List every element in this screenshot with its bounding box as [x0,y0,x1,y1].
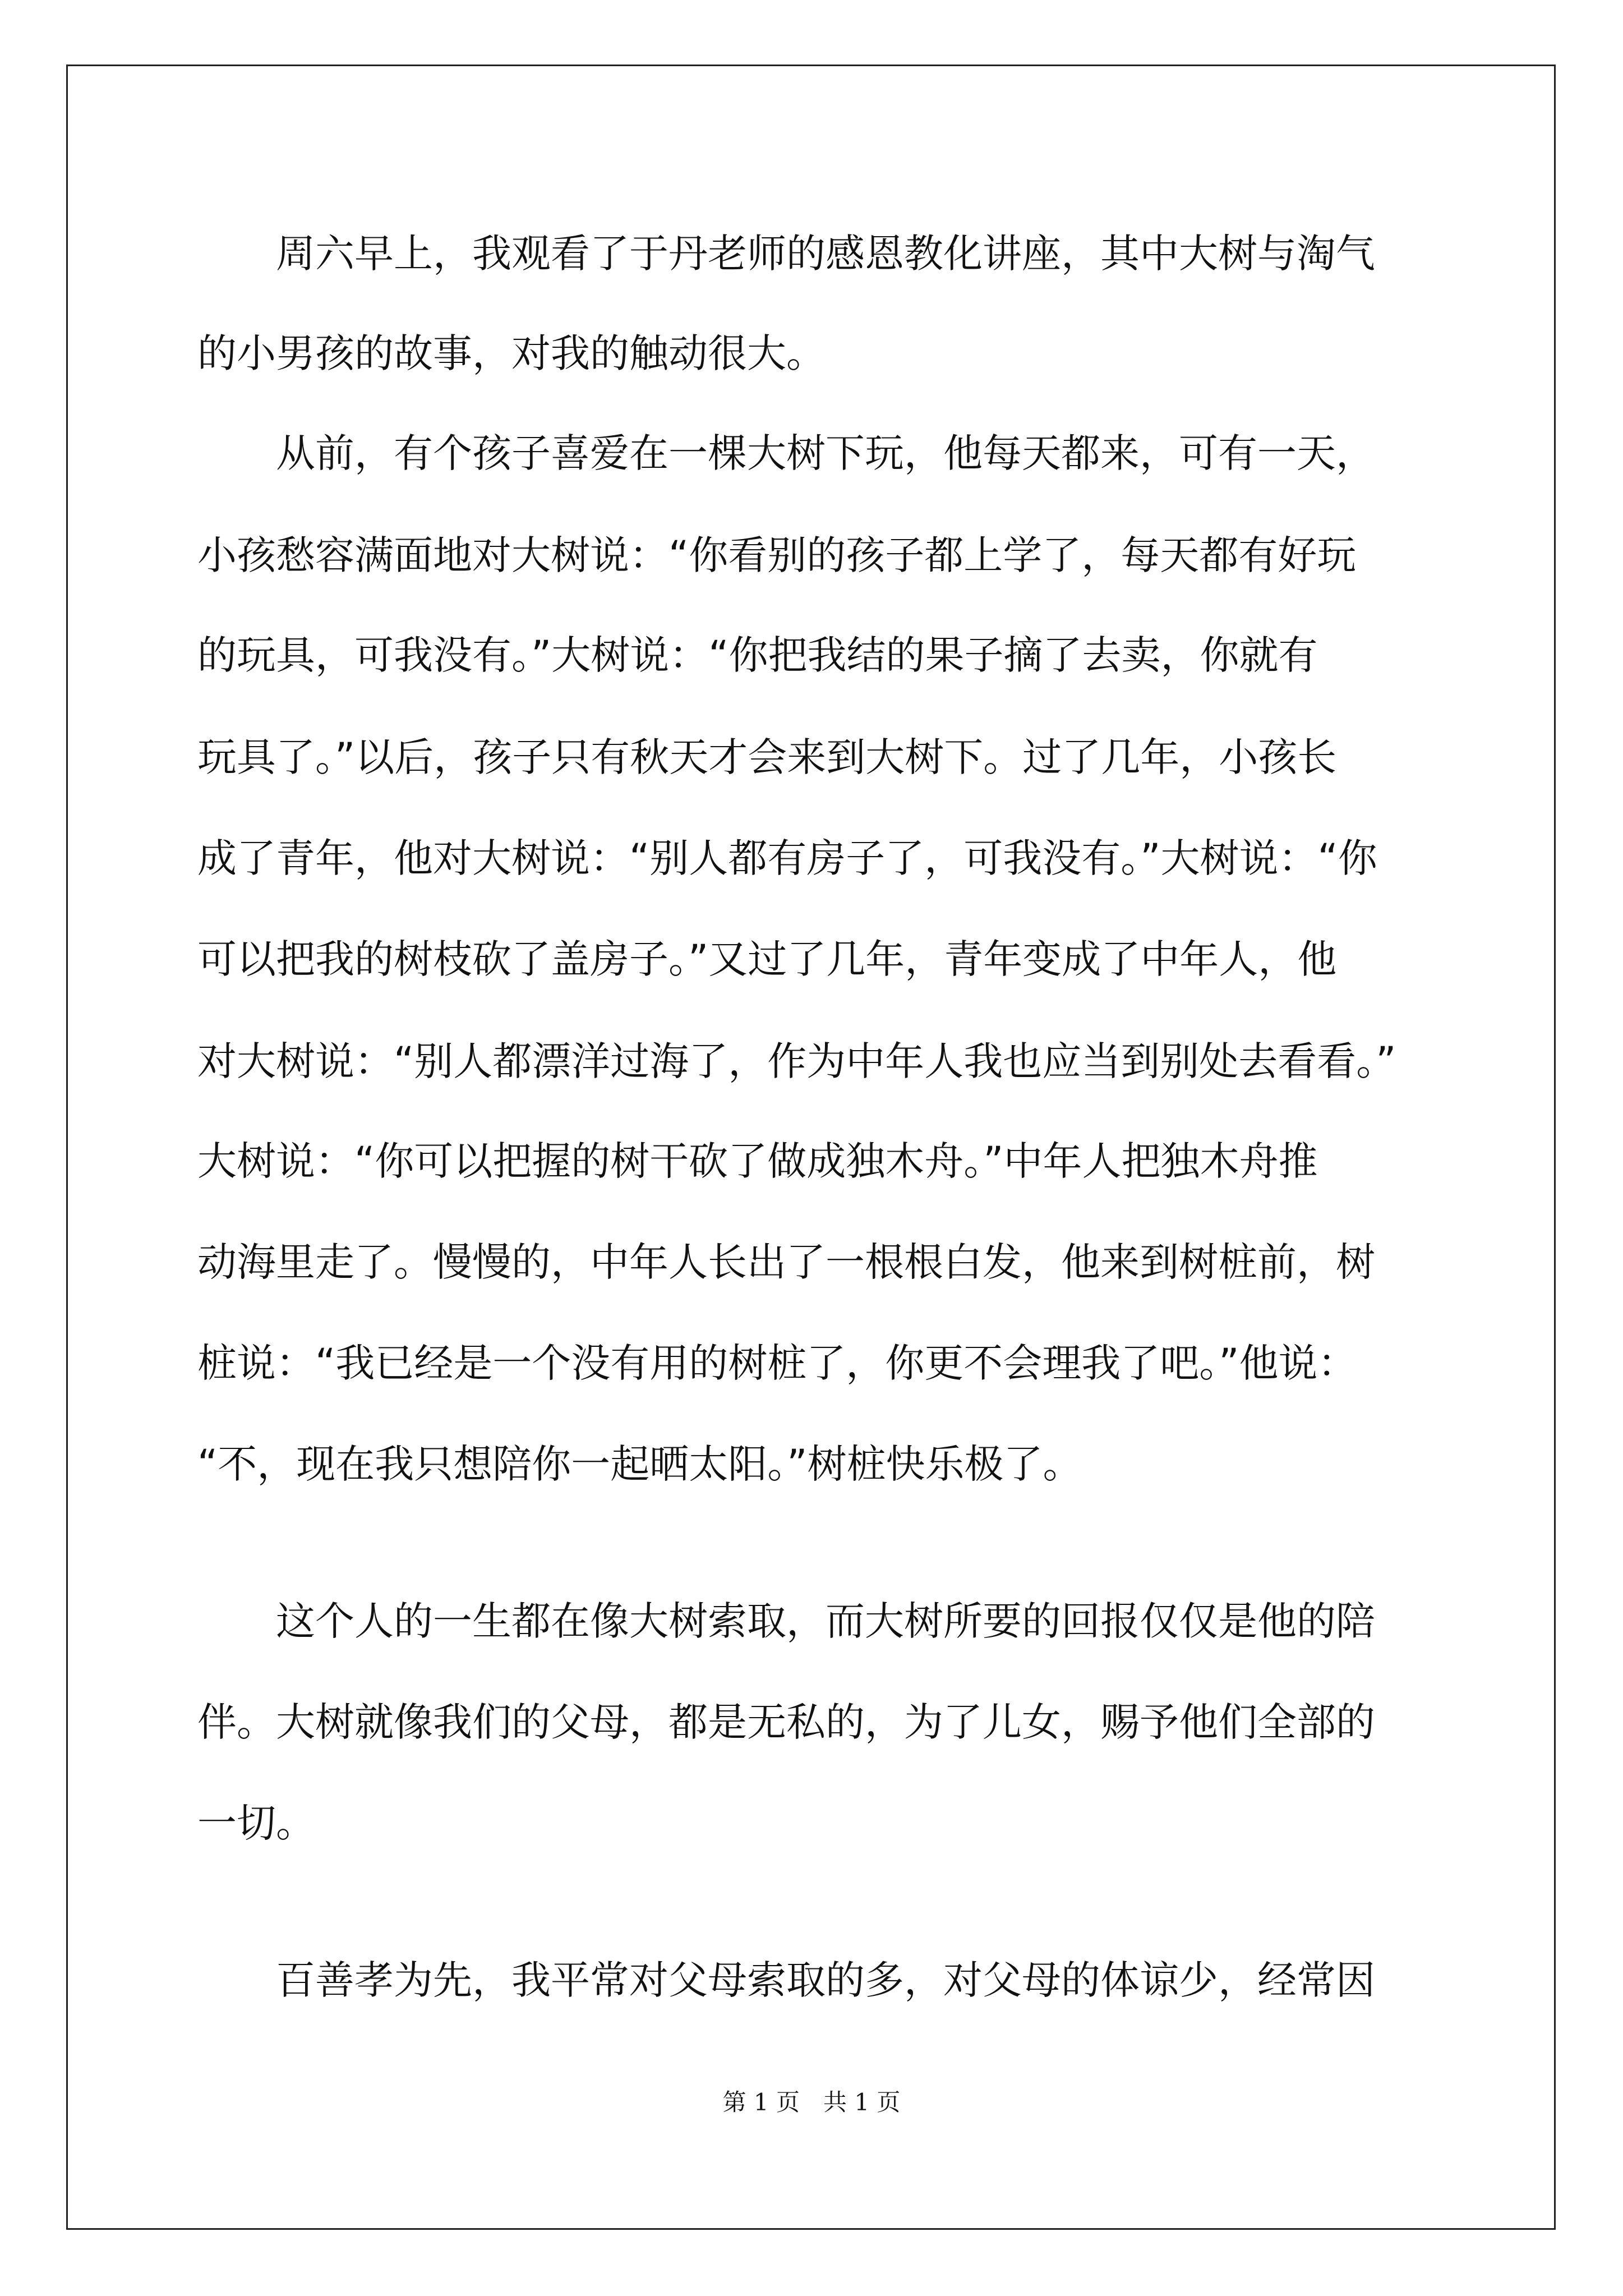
text-line: 动海里走了。慢慢的，中年人长出了一根根白发，他来到树桩前，树 [197,1239,1375,1285]
text-line: 伴。大树就像我们的父母，都是无私的，为了儿女，赐予他们全部的 [197,1699,1375,1745]
text-line: 可以把我的树枝砍了盖房子。”又过了几年，青年变成了中年人，他 [197,936,1337,982]
page-number-footer: 第 1 页 共 1 页 [722,2088,901,2116]
text-line: 的玩具，可我没有。”大树说：“你把我结的果子摘了去卖，你就有 [197,632,1318,678]
text-line: 一切。 [197,1800,315,1846]
text-line: 这个人的一生都在像大树索取，而大树所要的回报仅仅是他的陪 [197,1598,1375,1644]
text-line: 从前，有个孩子喜爱在一棵大树下玩，他每天都来，可有一天， [197,430,1375,476]
text-line: “不，现在我只想陪你一起晒太阳。”树桩快乐极了。 [197,1441,1082,1487]
text-line: 小孩愁容满面地对大树说：“你看别的孩子都上学了，每天都有好玩 [197,532,1357,578]
text-line: 周六早上，我观看了于丹老师的感恩教化讲座，其中大树与淘气 [197,231,1375,277]
text-line: 成了青年，他对大树说：“别人都有房子了，可我没有。”大树说：“你 [197,835,1377,881]
text-line: 桩说：“我已经是一个没有用的树桩了，你更不会理我了吧。”他说： [197,1340,1357,1386]
text-line: 百善孝为先，我平常对父母索取的多，对父母的体谅少，经常因 [197,1957,1375,2003]
text-line: 的小男孩的故事，对我的触动很大。 [197,330,826,376]
text-line: 大树说：“你可以把握的树干砍了做成独木舟。”中年人把独木舟推 [197,1138,1318,1184]
text-line: 对大树说：“别人都漂洋过海了，作为中年人我也应当到别处去看看。” [197,1038,1396,1084]
text-line: 玩具了。”以后，孩子只有秋天才会来到大树下。过了几年，小孩长 [197,734,1337,780]
